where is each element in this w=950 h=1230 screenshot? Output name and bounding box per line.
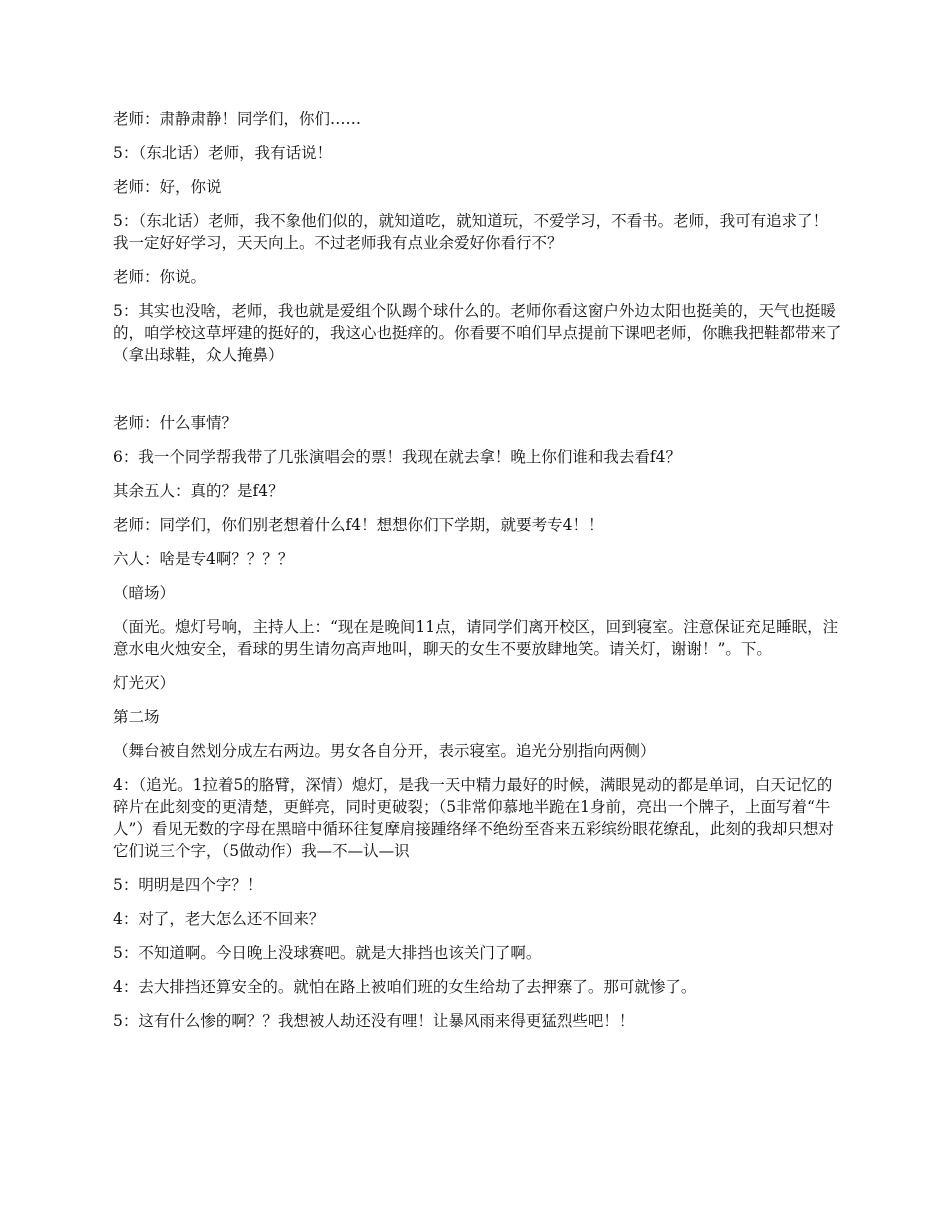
paragraph: 5：明明是四个字？！ [113, 876, 263, 894]
paragraph: 5：（东北话）老师，我不象他们似的，就知道吃，就知道玩，不爱学习，不看书。老师，我可有追求了！我一定好好学习，天天向上。不过老师我有点业余爱好你看行不？ [113, 212, 829, 252]
paragraph: 老师：同学们，你们别老想着什么f4！想想你们下学期，就要考专4！！ [113, 516, 604, 534]
paragraph: 4：去大排挡还算安全的。就怕在路上被咱们班的女生给劫了去押寨了。那可就惨了。 [113, 978, 697, 996]
paragraph: 老师：肃静肃静！同学们，你们…… [113, 110, 362, 128]
paragraph: 灯光灭） [113, 674, 176, 692]
paragraph: 其余五人：真的？是f4？ [113, 482, 284, 500]
paragraph: 5：其实也没啥，老师，我也就是爱组个队踢个球什么的。老师你看这窗户外边太阳也挺美的，天气也挺暖的，咱学校这草坪建的挺好的，我这心也挺痒的。你看要不咱们早点提前下课吧老师，你瞧我把鞋都带来了（拿出球鞋，众人掩鼻） [113, 302, 842, 364]
scene-heading: 第二场 [113, 708, 160, 726]
paragraph: 4：对了，老大怎么还不回来？ [113, 910, 325, 928]
paragraph: 5：不知道啊。今日晚上没球赛吧。就是大排挡也该关门了啊。 [113, 944, 542, 962]
paragraph: （暗场） [113, 584, 176, 602]
paragraph: 老师：你说。 [113, 268, 207, 286]
blank-spacer [113, 378, 843, 412]
paragraph: 6：我一个同学帮我带了几张演唱会的票！我现在就去拿！晚上你们谁和我去看f4？ [113, 448, 681, 466]
paragraph: 六人：啥是专4啊？？？？ [113, 550, 294, 568]
script-body [113, 108, 843, 1044]
paragraph: （面光。熄灯号响，主持人上：“现在是晚间11点，请同学们离开校区，回到寝室。注意保证充足睡眠，注意水电火烛安全，看球的男生请勿高声地叫，聊天的女生不要放肆地笑。请关灯，谢谢！”。下。 [113, 618, 839, 658]
paragraph: 5：（东北话）老师，我有话说！ [113, 144, 333, 162]
paragraph: （舞台被自然划分成左右两边。男女各自分开，表示寝室。追光分别指向两侧） [113, 742, 656, 760]
paragraph: 5：这有什么惨的啊？？我想被人劫还没有哩！让暴风雨来得更猛烈些吧！！ [113, 1012, 635, 1030]
paragraph: 老师：什么事情？ [113, 414, 238, 432]
paragraph: 4：（追光。1拉着5的胳臂，深情）熄灯，是我一天中精力最好的时候，满眼晃动的都是单词，白天记忆的碎片在此刻变的更清楚，更鲜亮，同时更破裂；（5非常仰慕地半跪在1身前，亮出一个牌子，上面写着“牛人”）看见无数的字母在黑暗中循环往复摩肩接踵络绎不绝纷至沓来五彩缤纷眼花缭乱，此刻的我却只想对它们说三个字，（5做动作）我—不—认—识 [113, 776, 834, 860]
paragraph: 老师：好，你说 [113, 178, 222, 196]
